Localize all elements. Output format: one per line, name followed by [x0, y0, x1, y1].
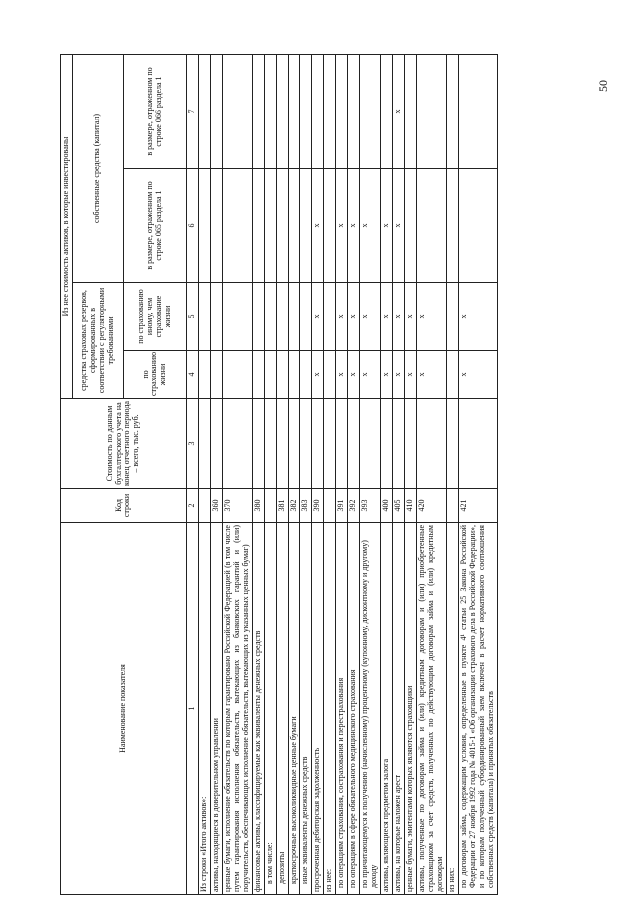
cell-col3 [348, 399, 360, 489]
cell-col3 [393, 399, 405, 489]
cell-col3 [405, 399, 417, 489]
cell-col5: x [458, 283, 497, 351]
cell-col4: x [381, 351, 393, 399]
row-code: 383 [300, 489, 312, 523]
cell-col7 [417, 54, 447, 168]
cell-col7 [198, 54, 210, 168]
cell-col4 [252, 351, 264, 399]
cell-col5 [446, 283, 458, 351]
cell-col4: x [348, 351, 360, 399]
cell-col6: x [393, 169, 405, 283]
cell-col4: x [405, 351, 417, 399]
row-name: по операциям страхования, сострахования и перестрахования [336, 523, 348, 895]
row-name: депозиты [276, 523, 288, 895]
row-code: 410 [405, 489, 417, 523]
cell-col6 [324, 169, 336, 283]
cell-col4: x [360, 351, 381, 399]
cell-col6: x [312, 169, 324, 283]
header-group-reserves: средства страховых резервов, сформированных в соответствии с регуляторными требованиями [72, 283, 123, 399]
row-code [264, 489, 276, 523]
cell-col5 [300, 283, 312, 351]
cell-col7 [252, 54, 264, 168]
cell-col7 [458, 54, 497, 168]
row-name: ценные бумаги, исполнение обязательств по которым гарантировано Российской Федерацией (в том числе путем гарантирования исполнения обязательств, вытекающих из банковских гарантий и (или) поручительств, обеспечивающих исполнение обязательств, вытекающих из указанных ценных бумаг) [222, 523, 252, 895]
cell-col4: x [417, 351, 447, 399]
cell-col6 [458, 169, 497, 283]
cell-col7 [336, 54, 348, 168]
row-name: активы, находящиеся в доверительном управлении [210, 523, 222, 895]
row-name: краткосрочные высоколиквидные ценные бумаги [288, 523, 300, 895]
column-number: 7 [186, 54, 198, 168]
cell-col4 [264, 351, 276, 399]
table-row [393, 54, 405, 894]
cell-col5: x [381, 283, 393, 351]
cell-col7 [446, 54, 458, 168]
cell-col3 [300, 399, 312, 489]
row-code: 381 [276, 489, 288, 523]
cell-col6: x [336, 169, 348, 283]
row-code: 421 [458, 489, 497, 523]
row-code: 391 [336, 489, 348, 523]
cell-col7 [312, 54, 324, 168]
cell-col3 [446, 399, 458, 489]
cell-col7 [276, 54, 288, 168]
cell-col6: x [348, 169, 360, 283]
cell-col6 [288, 169, 300, 283]
header-own-065: в размере, отраженном по строке 065 раздела 1 [123, 169, 186, 283]
table-row [198, 54, 210, 894]
cell-col5: x [360, 283, 381, 351]
cell-col3 [198, 399, 210, 489]
row-code [324, 489, 336, 523]
cell-col5 [264, 283, 276, 351]
cell-col4: x [393, 351, 405, 399]
cell-col3 [276, 399, 288, 489]
table-row [336, 54, 348, 894]
cell-col5 [198, 283, 210, 351]
cell-col5: x [312, 283, 324, 351]
cell-col5 [324, 283, 336, 351]
cell-col4 [210, 351, 222, 399]
cell-col3 [336, 399, 348, 489]
column-number: 4 [186, 351, 198, 399]
table-row [288, 54, 300, 894]
row-name: по причитающемуся к получению (начисленному) процентному (купонному, дисконтному и другому) доходу [360, 523, 381, 895]
table-row [300, 54, 312, 894]
cell-col4 [446, 351, 458, 399]
column-number: 1 [186, 523, 198, 895]
row-name: из них: [446, 523, 458, 895]
header-nonlife: по страхованию иному, чем страхование жизни [123, 283, 186, 351]
row-code: 400 [381, 489, 393, 523]
row-name: ценные бумаги, эмитентами которых являются страховщики [405, 523, 417, 895]
row-code: 370 [222, 489, 252, 523]
header-group-own: собственные средства (капитал) [72, 54, 123, 282]
cell-col7 [210, 54, 222, 168]
table-row [348, 54, 360, 894]
cell-col6 [222, 169, 252, 283]
cell-col6 [252, 169, 264, 283]
cell-col5: x [336, 283, 348, 351]
cell-col6 [446, 169, 458, 283]
cell-col5: x [405, 283, 417, 351]
cell-col6: x [360, 169, 381, 283]
cell-col5: x [393, 283, 405, 351]
row-name: из нее: [324, 523, 336, 895]
cell-col4 [300, 351, 312, 399]
row-code: 390 [312, 489, 324, 523]
cell-col7 [264, 54, 276, 168]
cell-col4 [324, 351, 336, 399]
row-code: 382 [288, 489, 300, 523]
cell-col6 [264, 169, 276, 283]
header-life: по страхованию жизни [123, 351, 186, 399]
table-row [252, 54, 264, 894]
row-name: активы, на которые наложен арест [393, 523, 405, 895]
cell-col4 [288, 351, 300, 399]
cell-col7 [405, 54, 417, 168]
cell-col3 [312, 399, 324, 489]
header-group-main: Из нее стоимость активов, в которые инвестированы [61, 54, 73, 398]
page-number: 50 [596, 80, 610, 92]
table-row [405, 54, 417, 894]
row-name: финансовые активы, классифицируемые как эквиваленты денежных средств [252, 523, 264, 895]
cell-col5: x [417, 283, 447, 351]
cell-col3 [222, 399, 252, 489]
row-name: активы, полученные по договорам займа и (или) кредитным договорам и (или) приобретенные страховщиком за счет средств, полученных по действующим договорам займа и (или) кредитным договорам [417, 523, 447, 895]
cell-col4 [222, 351, 252, 399]
cell-col3 [360, 399, 381, 489]
cell-col3 [324, 399, 336, 489]
row-code: 393 [360, 489, 381, 523]
cell-col6 [405, 169, 417, 283]
row-code [198, 489, 210, 523]
row-name: активы, являющиеся предметом залога [381, 523, 393, 895]
row-code: 405 [393, 489, 405, 523]
cell-col7 [381, 54, 393, 168]
cell-col5: x [348, 283, 360, 351]
cell-col6 [210, 169, 222, 283]
cell-col4 [276, 351, 288, 399]
table-row [276, 54, 288, 894]
cell-col5 [222, 283, 252, 351]
assets-table [60, 54, 498, 895]
cell-col7 [360, 54, 381, 168]
cell-col5 [210, 283, 222, 351]
column-number: 5 [186, 283, 198, 351]
header-cost: Стоимость по данным бухгалтерского учета на конец отчетного периода – всего, тыс. руб. [61, 399, 187, 489]
cell-col6 [417, 169, 447, 283]
cell-col5 [288, 283, 300, 351]
row-name: в том числе: [264, 523, 276, 895]
table-row [264, 54, 276, 894]
row-name: Из строки «Итого активов»: [198, 523, 210, 895]
table-row [446, 54, 458, 894]
header-name: Наименование показателя [61, 523, 187, 895]
header-code: Код строки [61, 489, 187, 523]
table-row [458, 54, 497, 894]
table-row [312, 54, 324, 894]
row-name: иные эквиваленты денежных средств [300, 523, 312, 895]
cell-col7 [222, 54, 252, 168]
document-table-rotated [60, 55, 518, 895]
row-code: 392 [348, 489, 360, 523]
row-name: по операциям в сфере обязательного медицинского страхования [348, 523, 360, 895]
cell-col3 [417, 399, 447, 489]
cell-col7 [288, 54, 300, 168]
cell-col7 [324, 54, 336, 168]
row-name: просроченная дебиторская задолженность [312, 523, 324, 895]
row-code: 420 [417, 489, 447, 523]
column-number: 6 [186, 169, 198, 283]
row-name: по договорам займа, содержащим условия, определенные в пункте 4¹ статьи 25 Закона Российской Федерации от 27 ноября 1992 года № 4015-1 «Об организации страхового дела в Российской Федерации», и по которым полученный субординированный заем включен в расчет нормативного соотношения собственных средств (капитала) и принятых обязательств [458, 523, 497, 895]
cell-col6 [300, 169, 312, 283]
table-row [381, 54, 393, 894]
cell-col3 [210, 399, 222, 489]
table-row [417, 54, 447, 894]
table-row [210, 54, 222, 894]
column-number: 2 [186, 489, 198, 523]
column-number: 3 [186, 399, 198, 489]
header-own-066: в размере, отраженном по строке 066 раздела 1 [123, 54, 186, 168]
row-code: 360 [210, 489, 222, 523]
cell-col3 [264, 399, 276, 489]
cell-col3 [288, 399, 300, 489]
row-code [446, 489, 458, 523]
cell-col6 [276, 169, 288, 283]
column-numbers-row [186, 54, 198, 894]
cell-col4: x [458, 351, 497, 399]
row-code: 380 [252, 489, 264, 523]
cell-col7 [300, 54, 312, 168]
cell-col3 [252, 399, 264, 489]
cell-col7: x [393, 54, 405, 168]
cell-col4: x [312, 351, 324, 399]
table-row [222, 54, 252, 894]
cell-col3 [458, 399, 497, 489]
cell-col6: x [381, 169, 393, 283]
cell-col6 [198, 169, 210, 283]
cell-col5 [276, 283, 288, 351]
cell-col4: x [336, 351, 348, 399]
cell-col5 [252, 283, 264, 351]
table-row [324, 54, 336, 894]
table-row [360, 54, 381, 894]
cell-col7 [348, 54, 360, 168]
cell-col4 [198, 351, 210, 399]
cell-col3 [381, 399, 393, 489]
